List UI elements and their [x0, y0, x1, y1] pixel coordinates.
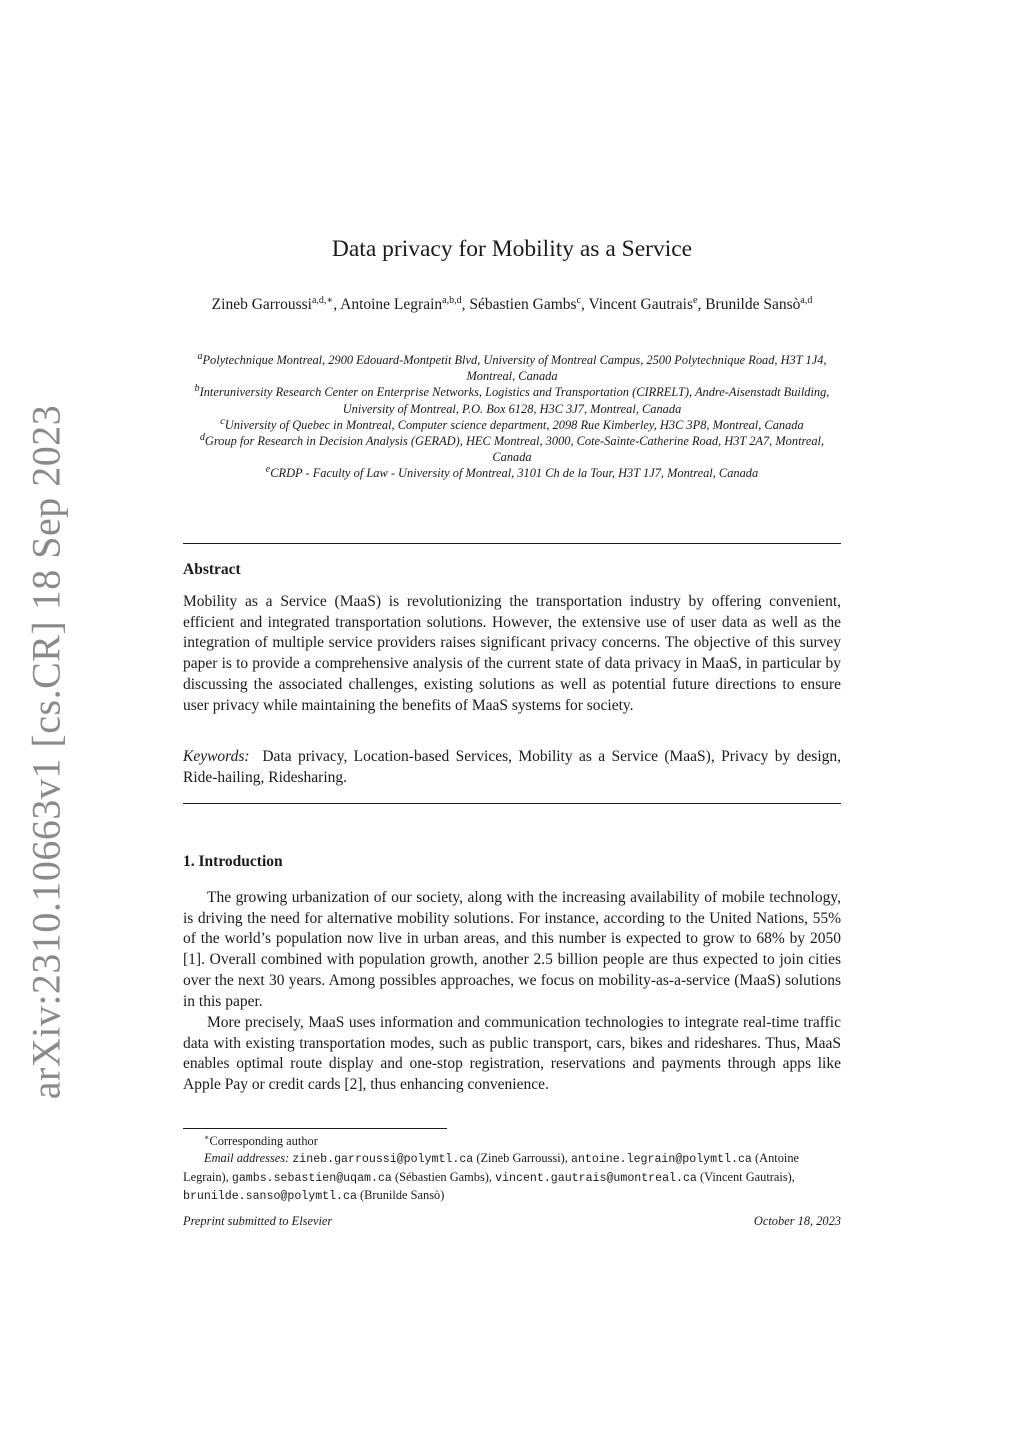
arxiv-identifier-stamp: arXiv:2310.10663v1 [cs.CR] 18 Sep 2023 — [23, 404, 69, 1100]
author-list — [180, 295, 844, 315]
footnotes — [183, 1133, 841, 1206]
affiliation-list — [180, 352, 844, 482]
page-footer — [183, 1214, 841, 1229]
affiliation: $^c$University of Quebec in Montreal, Computer science department, 2098 Rue Kimberley, H3C 3P8, Montreal, Canada — [220, 415, 804, 432]
author: Antoine Legrain$^{a,b,d}$, — [340, 294, 470, 313]
abstract-top-rule — [183, 543, 841, 544]
intro-paragraph-2: More precisely, MaaS uses information and communication technologies to integrate real-time traffic data with existing transportation modes, such as public transport, cars, bikes and rideshares. Thus, MaaS enables optimal route display and one-stop registration, reservations and payments through apps like Apple Pay or credit cards [2], thus enhancing convenience. — [183, 1014, 841, 1094]
section-heading-introduction: 1. Introduction — [183, 853, 283, 870]
email-label: Email addresses: — [204, 1150, 290, 1165]
affiliation: $^e$CRDP - Faculty of Law - University of Montreal, 3101 Ch de la Tour, H3T 1J7, Montreal, Canada — [265, 464, 759, 481]
email-link[interactable]: antoine.legrain@polymtl.ca — [570, 1152, 752, 1166]
author: Zineb Garroussi$^{a,d,∗}$, — [211, 294, 341, 313]
affiliation: $^d$Group for Research in Decision Analysis (GERAD), HEC Montreal, 3000, Cote-Sainte-Catherine Road, H3T 2A7, Montreal, Canada — [199, 431, 825, 465]
keywords — [183, 747, 841, 788]
paper-title: Data privacy for Mobility as a Service — [331, 236, 693, 262]
email-link[interactable]: gambs.sebastien@uqam.ca — [231, 1171, 392, 1185]
preprint-date: October 18, 2023 — [753, 1214, 841, 1228]
abstract-text: Mobility as a Service (MaaS) is revolutionizing the transportation industry by offering convenient, efficient and integrated transportation solutions. However, the extensive use of user data as well as the integration of multiple service providers raises significant privacy concerns. The objective of this survey paper is to provide a comprehensive analysis of the current state of data privacy in MaaS, in particular by discussing the associated challenges, existing solutions as well as potential future directions to ensure user privacy while maintaining the benefits of MaaS systems for society. — [183, 593, 841, 714]
affiliation: $^a$Polytechnique Montreal, 2900 Edouard-Montpetit Blvd, University of Montreal Campus, 2500 Polytechnique Road, H3T 1J4, Montreal, Canada — [197, 350, 827, 384]
corresponding-author-note: ∗Corresponding author — [204, 1132, 318, 1148]
intro-paragraph-1: The growing urbanization of our society, along with the increasing availability of mobile technology, is driving the need for alternative mobility solutions. For instance, according to the United Nations, 55% of the world’s population now live in urban areas, and this number is expected to grow to 68% by 2050 [1]. Overall combined with population growth, another 2.5 billion people are thus expected to join cities over the next 30 years. Among possibles approaches, we focus on mobility-as-a-service (MaaS) solutions in this paper. — [183, 889, 841, 1010]
keywords-label: Keywords: — [183, 748, 250, 765]
author: Brunilde Sansò$^{a,d}$ — [705, 294, 813, 313]
abstract-bottom-rule — [183, 803, 841, 804]
abstract-heading: Abstract — [183, 561, 241, 578]
email-addresses: Email addresses: zineb.garroussi@polymtl.ca (Zineb Garroussi), antoine.legrain@polymtl.ca (Antoine Legrain), gambs.sebastien@uqam.ca (Sébastien Gambs), vincent.gautrais@umontreal.ca (Vincent Gautrais), brunilde.sanso@polymtl.ca (Brunilde Sansò) — [183, 1150, 800, 1204]
email-link[interactable]: zineb.garroussi@polymtl.ca — [292, 1152, 474, 1166]
email-link[interactable]: brunilde.sanso@polymtl.ca — [183, 1190, 357, 1204]
author: Vincent Gautrais$^e$, — [588, 294, 706, 313]
email-link[interactable]: vincent.gautrais@umontreal.ca — [495, 1171, 697, 1185]
author: Sébastien Gambs$^c$, — [469, 294, 589, 313]
preprint-note: Preprint submitted to Elsevier — [183, 1214, 333, 1228]
footnote-rule — [183, 1128, 447, 1129]
affiliation: $^b$Interuniversity Research Center on Enterprise Networks, Logistics and Transportation (CIRRELT), Andre-Aisenstadt Building, University of Montreal, P.O. Box 6128, H3C 3J7, Montreal, Canada — [194, 383, 830, 416]
keywords-text: Data privacy, Location-based Services, Mobility as a Service (MaaS), Privacy by design, Ride-hailing, Ridesharing. — [183, 748, 842, 786]
